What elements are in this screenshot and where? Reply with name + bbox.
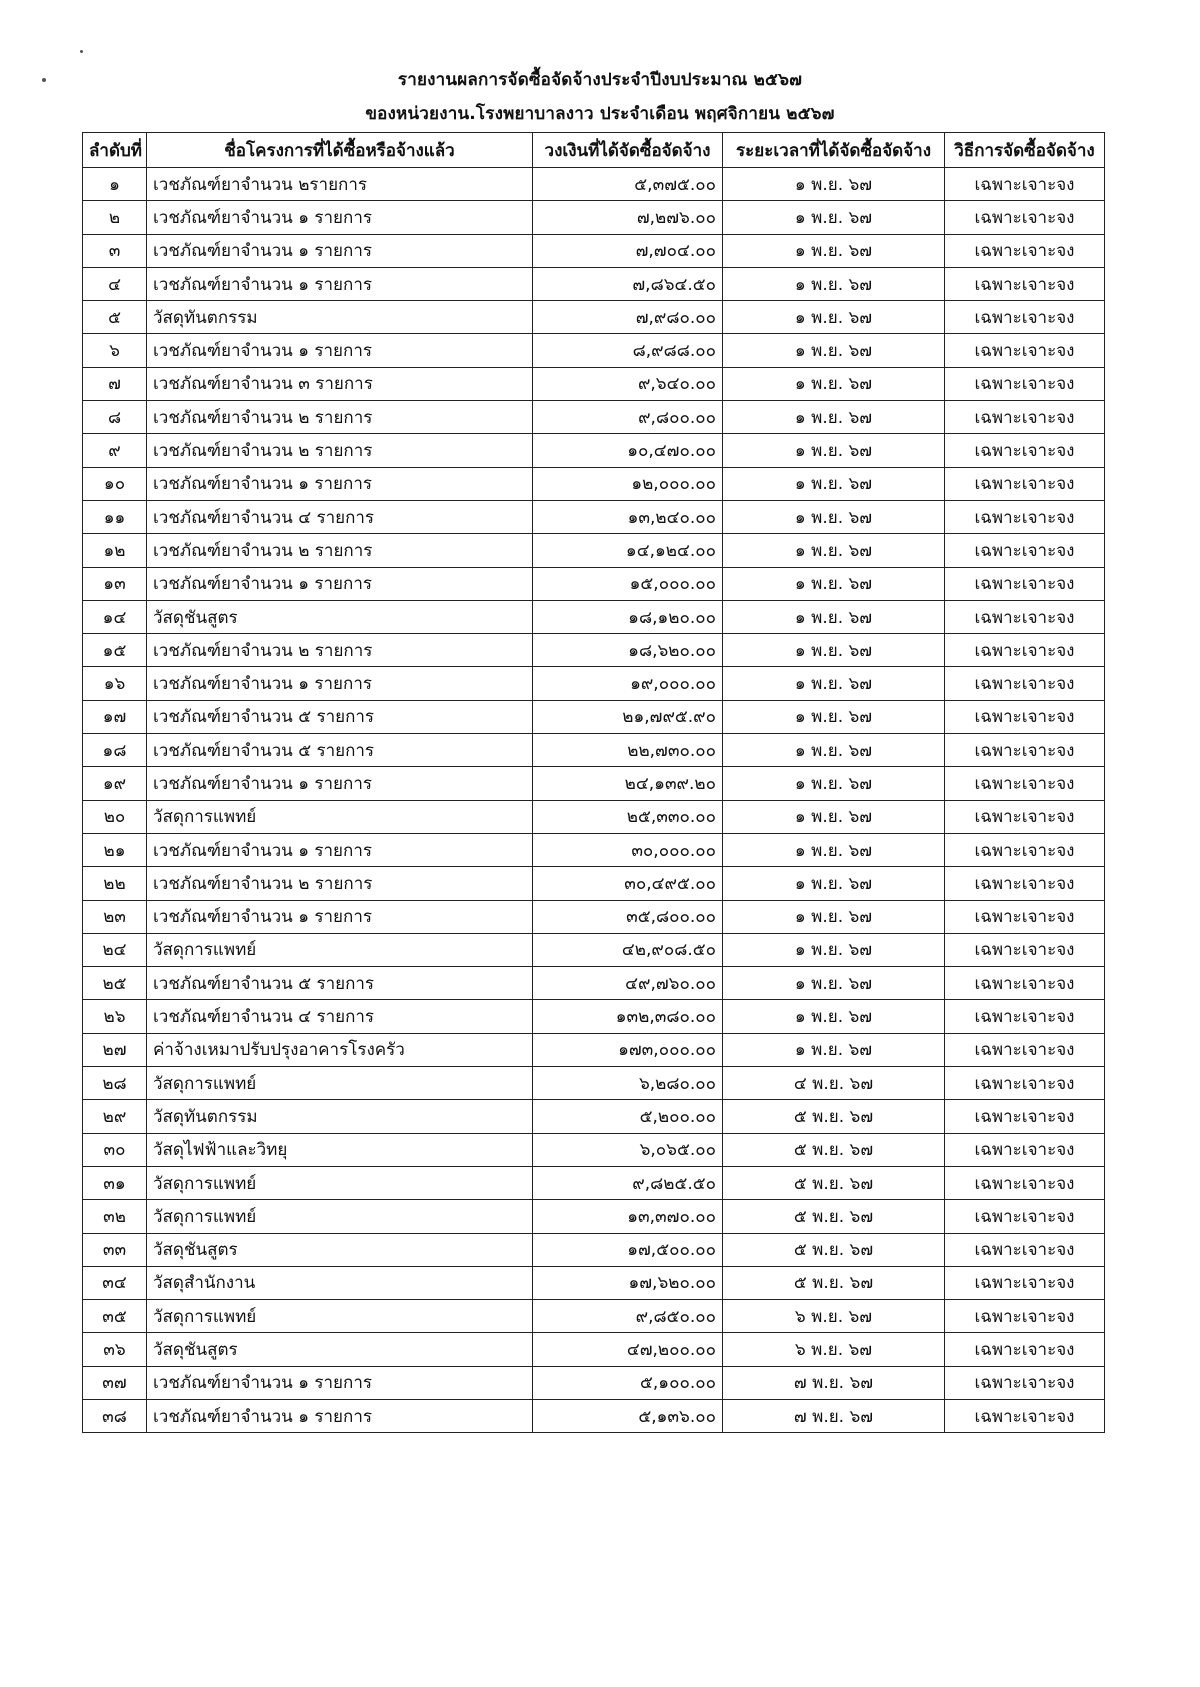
cell-date: ๑ พ.ย. ๖๗ [723,367,945,400]
table-row [83,734,1105,767]
table-row [83,534,1105,567]
cell-date: ๑ พ.ย. ๖๗ [723,201,945,234]
cell-amount: ๓๕,๘๐๐.๐๐ [533,900,723,933]
table-row [83,567,1105,600]
cell-no: ๑๕ [83,634,147,667]
table-row [83,201,1105,234]
cell-no: ๓๕ [83,1300,147,1333]
report-subtitle: ของหน่วยงาน.โรงพยาบาลงาว ประจำเดือน พฤศจิกายน ๒๕๖๗ [365,104,835,124]
cell-amount: ๙,๘๕๐.๐๐ [533,1300,723,1333]
cell-project-name: วัสดุการแพทย์ [147,1200,533,1233]
cell-amount: ๑๓,๒๔๐.๐๐ [533,500,723,533]
cell-method: เฉพาะเจาะจง [945,1133,1105,1166]
cell-amount: ๒๑,๗๙๕.๙๐ [533,700,723,733]
cell-date: ๑ พ.ย. ๖๗ [723,334,945,367]
table-body [83,168,1105,1433]
cell-amount: ๑๓,๓๗๐.๐๐ [533,1200,723,1233]
cell-no: ๓๘ [83,1399,147,1432]
cell-no: ๑๒ [83,534,147,567]
cell-no: ๓๑ [83,1166,147,1199]
cell-amount: ๑๔,๑๒๔.๐๐ [533,534,723,567]
cell-method: เฉพาะเจาะจง [945,767,1105,800]
cell-project-name: เวชภัณฑ์ยาจำนวน ๑ รายการ [147,201,533,234]
cell-method: เฉพาะเจาะจง [945,1366,1105,1399]
table-row [83,700,1105,733]
cell-date: ๕ พ.ย. ๖๗ [723,1133,945,1166]
cell-method: เฉพาะเจาะจง [945,434,1105,467]
cell-method: เฉพาะเจาะจง [945,734,1105,767]
cell-no: ๗ [83,367,147,400]
cell-amount: ๘,๙๘๘.๐๐ [533,334,723,367]
table-row [83,168,1105,201]
cell-amount: ๕,๒๐๐.๐๐ [533,1100,723,1133]
cell-amount: ๗,๗๐๔.๐๐ [533,234,723,267]
cell-method: เฉพาะเจาะจง [945,567,1105,600]
cell-project-name: วัสดุการแพทย์ [147,1300,533,1333]
table-row [83,667,1105,700]
cell-amount: ๙,๖๔๐.๐๐ [533,367,723,400]
table-row [83,500,1105,533]
cell-date: ๕ พ.ย. ๖๗ [723,1100,945,1133]
cell-method: เฉพาะเจาะจง [945,201,1105,234]
cell-no: ๘ [83,401,147,434]
cell-no: ๑๖ [83,667,147,700]
table-row [83,800,1105,833]
cell-amount: ๑๕,๐๐๐.๐๐ [533,567,723,600]
cell-date: ๕ พ.ย. ๖๗ [723,1200,945,1233]
cell-no: ๑๑ [83,500,147,533]
cell-no: ๖ [83,334,147,367]
cell-project-name: เวชภัณฑ์ยาจำนวน ๒รายการ [147,168,533,201]
cell-no: ๑๘ [83,734,147,767]
cell-project-name: วัสดุชันสูตร [147,600,533,633]
table-row [83,1200,1105,1233]
procurement-table [82,132,1105,1433]
cell-project-name: ค่าจ้างเหมาปรับปรุงอาคารโรงครัว [147,1033,533,1066]
table-row [83,1366,1105,1399]
column-header-no: ลำดับที่ [83,133,147,168]
cell-amount: ๒๒,๗๓๐.๐๐ [533,734,723,767]
cell-method: เฉพาะเจาะจง [945,800,1105,833]
cell-date: ๑ พ.ย. ๖๗ [723,1033,945,1066]
cell-date: ๑ พ.ย. ๖๗ [723,467,945,500]
cell-date: ๑ พ.ย. ๖๗ [723,267,945,300]
table-row [83,401,1105,434]
cell-no: ๑๙ [83,767,147,800]
cell-no: ๒๙ [83,1100,147,1133]
cell-method: เฉพาะเจาะจง [945,900,1105,933]
cell-amount: ๑๘,๑๒๐.๐๐ [533,600,723,633]
cell-date: ๔ พ.ย. ๖๗ [723,1067,945,1100]
cell-method: เฉพาะเจาะจง [945,1033,1105,1066]
cell-method: เฉพาะเจาะจง [945,1000,1105,1033]
table-row [83,1100,1105,1133]
cell-method: เฉพาะเจาะจง [945,1266,1105,1299]
cell-method: เฉพาะเจาะจง [945,168,1105,201]
table-row [83,867,1105,900]
cell-amount: ๕,๓๗๕.๐๐ [533,168,723,201]
cell-no: ๙ [83,434,147,467]
cell-date: ๑ พ.ย. ๖๗ [723,500,945,533]
cell-date: ๑ พ.ย. ๖๗ [723,700,945,733]
table-row [83,1233,1105,1266]
table-header-row [83,133,1105,168]
cell-amount: ๗,๒๗๖.๐๐ [533,201,723,234]
cell-project-name: เวชภัณฑ์ยาจำนวน ๒ รายการ [147,634,533,667]
cell-no: ๓๐ [83,1133,147,1166]
cell-project-name: เวชภัณฑ์ยาจำนวน ๑ รายการ [147,334,533,367]
cell-project-name: วัสดุทันตกรรม [147,1100,533,1133]
cell-date: ๑ พ.ย. ๖๗ [723,567,945,600]
cell-no: ๒๓ [83,900,147,933]
cell-method: เฉพาะเจาะจง [945,667,1105,700]
column-header-method: วิธีการจัดซื้อจัดจ้าง [945,133,1105,168]
cell-method: เฉพาะเจาะจง [945,1300,1105,1333]
cell-amount: ๑๗๓,๐๐๐.๐๐ [533,1033,723,1066]
cell-project-name: เวชภัณฑ์ยาจำนวน ๕ รายการ [147,734,533,767]
table-row [83,967,1105,1000]
cell-project-name: เวชภัณฑ์ยาจำนวน ๒ รายการ [147,434,533,467]
cell-no: ๒๖ [83,1000,147,1033]
cell-project-name: เวชภัณฑ์ยาจำนวน ๒ รายการ [147,534,533,567]
cell-no: ๒๘ [83,1067,147,1100]
cell-method: เฉพาะเจาะจง [945,1067,1105,1100]
cell-project-name: เวชภัณฑ์ยาจำนวน ๑ รายการ [147,567,533,600]
cell-date: ๑ พ.ย. ๖๗ [723,401,945,434]
cell-method: เฉพาะเจาะจง [945,933,1105,966]
table-row [83,1067,1105,1100]
cell-no: ๑๐ [83,467,147,500]
cell-project-name: เวชภัณฑ์ยาจำนวน ๑ รายการ [147,833,533,866]
cell-project-name: เวชภัณฑ์ยาจำนวน ๑ รายการ [147,1399,533,1432]
cell-no: ๒๑ [83,833,147,866]
cell-no: ๑๔ [83,600,147,633]
cell-no: ๓๖ [83,1333,147,1366]
cell-date: ๑ พ.ย. ๖๗ [723,301,945,334]
cell-project-name: วัสดุสำนักงาน [147,1266,533,1299]
cell-project-name: เวชภัณฑ์ยาจำนวน ๑ รายการ [147,1366,533,1399]
cell-date: ๗ พ.ย. ๖๗ [723,1399,945,1432]
cell-no: ๑๗ [83,700,147,733]
cell-date: ๗ พ.ย. ๖๗ [723,1366,945,1399]
table-row [83,600,1105,633]
table-row [83,434,1105,467]
report-title: รายงานผลการจัดซื้อจัดจ้างประจำปีงบประมาณ ๒๕๖๗ [397,70,803,90]
cell-date: ๑ พ.ย. ๖๗ [723,434,945,467]
cell-date: ๑ พ.ย. ๖๗ [723,534,945,567]
cell-amount: ๓๐,๔๙๕.๐๐ [533,867,723,900]
cell-amount: ๑๗,๖๒๐.๐๐ [533,1266,723,1299]
cell-amount: ๒๔,๑๓๙.๒๐ [533,767,723,800]
cell-no: ๓๓ [83,1233,147,1266]
table-row [83,1000,1105,1033]
cell-method: เฉพาะเจาะจง [945,867,1105,900]
cell-method: เฉพาะเจาะจง [945,967,1105,1000]
cell-no: ๓๒ [83,1200,147,1233]
cell-no: ๒ [83,201,147,234]
cell-method: เฉพาะเจาะจง [945,600,1105,633]
table-row [83,1300,1105,1333]
cell-date: ๕ พ.ย. ๖๗ [723,1233,945,1266]
cell-amount: ๕,๑๐๐.๐๐ [533,1366,723,1399]
cell-amount: ๑๗,๕๐๐.๐๐ [533,1233,723,1266]
cell-method: เฉพาะเจาะจง [945,500,1105,533]
cell-project-name: เวชภัณฑ์ยาจำนวน ๕ รายการ [147,700,533,733]
cell-no: ๒๔ [83,933,147,966]
cell-method: เฉพาะเจาะจง [945,334,1105,367]
column-header-project-name: ชื่อโครงการที่ได้ซื้อหรือจ้างแล้ว [147,133,533,168]
cell-method: เฉพาะเจาะจง [945,700,1105,733]
cell-method: เฉพาะเจาะจง [945,267,1105,300]
table-row [83,1133,1105,1166]
cell-date: ๑ พ.ย. ๖๗ [723,234,945,267]
cell-project-name: วัสดุชันสูตร [147,1333,533,1366]
table-row [83,634,1105,667]
table-row [83,833,1105,866]
cell-project-name: เวชภัณฑ์ยาจำนวน ๒ รายการ [147,867,533,900]
cell-project-name: เวชภัณฑ์ยาจำนวน ๔ รายการ [147,500,533,533]
cell-date: ๑ พ.ย. ๖๗ [723,600,945,633]
table-row [83,1166,1105,1199]
cell-date: ๖ พ.ย. ๖๗ [723,1300,945,1333]
cell-project-name: เวชภัณฑ์ยาจำนวน ๑ รายการ [147,900,533,933]
cell-project-name: เวชภัณฑ์ยาจำนวน ๒ รายการ [147,401,533,434]
table-row [83,1033,1105,1066]
cell-date: ๑ พ.ย. ๖๗ [723,967,945,1000]
cell-method: เฉพาะเจาะจง [945,301,1105,334]
cell-no: ๓ [83,234,147,267]
cell-date: ๕ พ.ย. ๖๗ [723,1266,945,1299]
table-row [83,767,1105,800]
cell-project-name: วัสดุทันตกรรม [147,301,533,334]
cell-method: เฉพาะเจาะจง [945,1166,1105,1199]
cell-method: เฉพาะเจาะจง [945,234,1105,267]
cell-method: เฉพาะเจาะจง [945,367,1105,400]
cell-amount: ๔๗,๒๐๐.๐๐ [533,1333,723,1366]
table-row [83,900,1105,933]
cell-method: เฉพาะเจาะจง [945,1399,1105,1432]
cell-project-name: เวชภัณฑ์ยาจำนวน ๑ รายการ [147,767,533,800]
cell-project-name: วัสดุการแพทย์ [147,933,533,966]
cell-amount: ๖,๒๘๐.๐๐ [533,1067,723,1100]
cell-project-name: เวชภัณฑ์ยาจำนวน ๑ รายการ [147,267,533,300]
cell-no: ๓๔ [83,1266,147,1299]
table-row [83,1399,1105,1432]
table-row [83,1333,1105,1366]
cell-amount: ๕,๑๓๖.๐๐ [533,1399,723,1432]
cell-no: ๓๗ [83,1366,147,1399]
cell-method: เฉพาะเจาะจง [945,634,1105,667]
cell-project-name: วัสดุชันสูตร [147,1233,533,1266]
cell-amount: ๙,๘๒๕.๕๐ [533,1166,723,1199]
cell-amount: ๑๙,๐๐๐.๐๐ [533,667,723,700]
cell-amount: ๑๐,๔๗๐.๐๐ [533,434,723,467]
table-row [83,234,1105,267]
cell-project-name: เวชภัณฑ์ยาจำนวน ๑ รายการ [147,467,533,500]
cell-method: เฉพาะเจาะจง [945,1100,1105,1133]
cell-no: ๒๒ [83,867,147,900]
cell-date: ๕ พ.ย. ๖๗ [723,1166,945,1199]
cell-amount: ๔๒,๙๐๘.๕๐ [533,933,723,966]
table-row [83,933,1105,966]
cell-date: ๑ พ.ย. ๖๗ [723,833,945,866]
cell-date: ๑ พ.ย. ๖๗ [723,900,945,933]
cell-method: เฉพาะเจาะจง [945,833,1105,866]
table-row [83,1266,1105,1299]
cell-project-name: วัสดุการแพทย์ [147,1067,533,1100]
cell-date: ๑ พ.ย. ๖๗ [723,168,945,201]
table-row [83,334,1105,367]
cell-amount: ๑๓๒,๓๘๐.๐๐ [533,1000,723,1033]
cell-amount: ๒๕,๓๓๐.๐๐ [533,800,723,833]
cell-amount: ๗,๘๖๔.๕๐ [533,267,723,300]
table-row [83,301,1105,334]
cell-project-name: เวชภัณฑ์ยาจำนวน ๑ รายการ [147,234,533,267]
cell-method: เฉพาะเจาะจง [945,534,1105,567]
cell-project-name: วัสดุการแพทย์ [147,1166,533,1199]
cell-method: เฉพาะเจาะจง [945,1333,1105,1366]
cell-amount: ๑๘,๖๒๐.๐๐ [533,634,723,667]
cell-amount: ๔๙,๗๖๐.๐๐ [533,967,723,1000]
scan-speck [80,50,83,53]
cell-project-name: วัสดุการแพทย์ [147,800,533,833]
cell-project-name: วัสดุไฟฟ้าและวิทยุ [147,1133,533,1166]
cell-method: เฉพาะเจาะจง [945,1200,1105,1233]
cell-no: ๔ [83,267,147,300]
cell-date: ๑ พ.ย. ๖๗ [723,933,945,966]
cell-date: ๑ พ.ย. ๖๗ [723,634,945,667]
cell-no: ๒๕ [83,967,147,1000]
cell-method: เฉพาะเจาะจง [945,401,1105,434]
cell-amount: ๙,๘๐๐.๐๐ [533,401,723,434]
cell-date: ๑ พ.ย. ๖๗ [723,800,945,833]
cell-project-name: เวชภัณฑ์ยาจำนวน ๑ รายการ [147,667,533,700]
cell-amount: ๖,๐๖๕.๐๐ [533,1133,723,1166]
cell-no: ๑๓ [83,567,147,600]
cell-date: ๑ พ.ย. ๖๗ [723,767,945,800]
cell-project-name: เวชภัณฑ์ยาจำนวน ๓ รายการ [147,367,533,400]
cell-date: ๑ พ.ย. ๖๗ [723,734,945,767]
cell-no: ๑ [83,168,147,201]
cell-method: เฉพาะเจาะจง [945,1233,1105,1266]
column-header-amount: วงเงินที่ได้จัดซื้อจัดจ้าง [533,133,723,168]
column-header-date: ระยะเวลาที่ได้จัดซื้อจัดจ้าง [723,133,945,168]
table-row [83,267,1105,300]
cell-date: ๖ พ.ย. ๖๗ [723,1333,945,1366]
cell-date: ๑ พ.ย. ๖๗ [723,1000,945,1033]
cell-method: เฉพาะเจาะจง [945,467,1105,500]
cell-no: ๕ [83,301,147,334]
cell-date: ๑ พ.ย. ๖๗ [723,867,945,900]
cell-project-name: เวชภัณฑ์ยาจำนวน ๕ รายการ [147,967,533,1000]
cell-amount: ๗,๙๘๐.๐๐ [533,301,723,334]
cell-no: ๒๐ [83,800,147,833]
cell-no: ๒๗ [83,1033,147,1066]
cell-amount: ๓๐,๐๐๐.๐๐ [533,833,723,866]
cell-date: ๑ พ.ย. ๖๗ [723,667,945,700]
table-row [83,467,1105,500]
cell-project-name: เวชภัณฑ์ยาจำนวน ๔ รายการ [147,1000,533,1033]
cell-amount: ๑๒,๐๐๐.๐๐ [533,467,723,500]
table-row [83,367,1105,400]
